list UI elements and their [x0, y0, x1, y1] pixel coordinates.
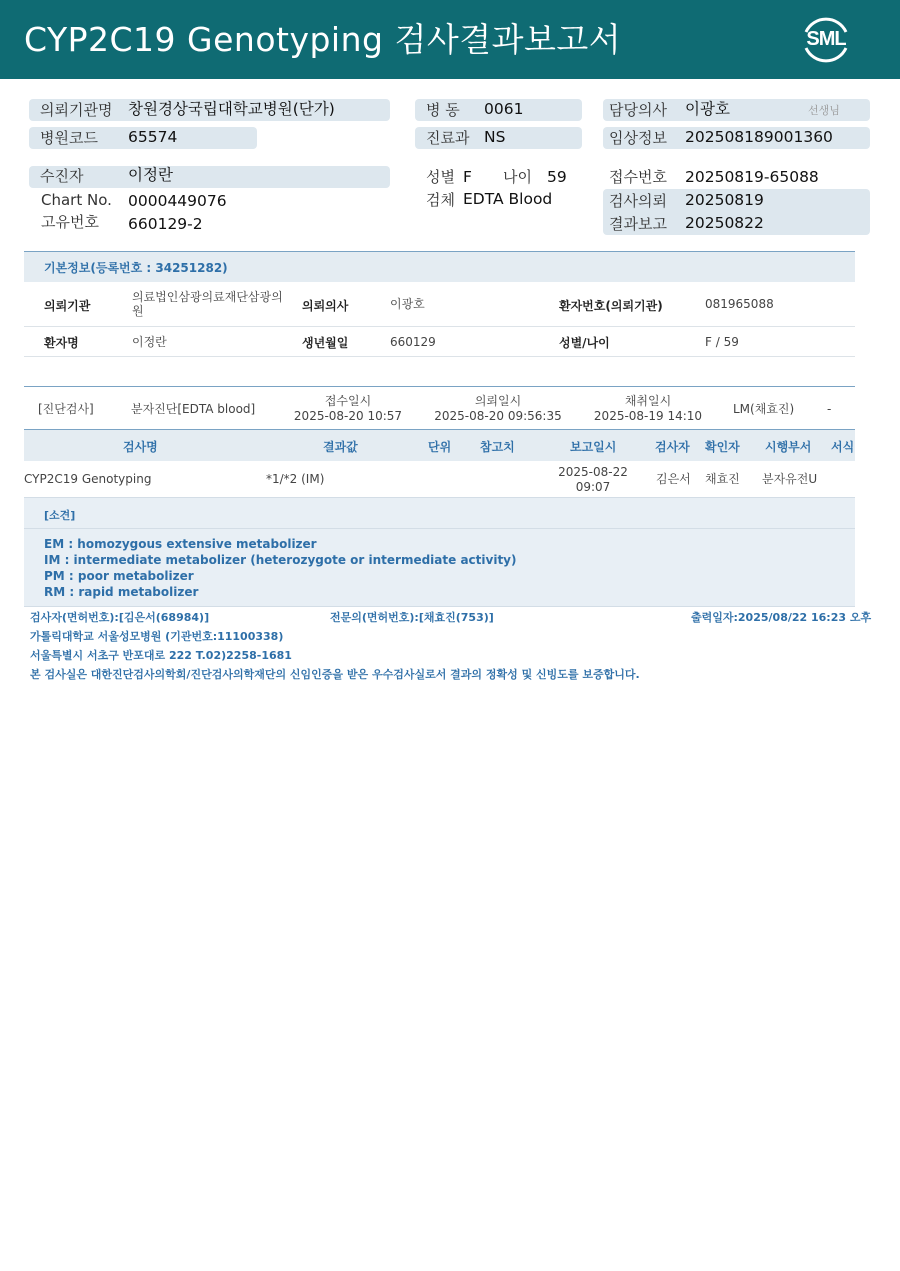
report-label: 결과보고: [609, 215, 667, 233]
doctor-label: 담당의사: [609, 101, 667, 119]
result-value: *1/*2 (IM): [266, 472, 325, 486]
sexage-label: 성별/나이: [559, 336, 610, 350]
col-header: 서식: [831, 440, 855, 454]
col-header: 단위: [428, 440, 452, 454]
unique-value: 660129-2: [128, 215, 203, 233]
collector: LM(채효진): [733, 402, 795, 416]
report-header: [0, 0, 900, 79]
report-date: 2025-08-22: [558, 465, 628, 479]
request-label: 검사의뢰: [609, 192, 667, 210]
opinion-line: PM : poor metabolizer: [44, 569, 194, 583]
test-name: CYP2C19 Genotyping: [24, 472, 152, 486]
report-value: 20250822: [685, 214, 764, 232]
specialist-license: 전문의(면허번호):[채효진(753)]: [330, 611, 494, 624]
name-value: 이정란: [132, 335, 167, 349]
ward-label: 병 동: [426, 101, 460, 119]
divider: [24, 326, 855, 327]
patient-label: 수진자: [40, 167, 84, 185]
receipt-title: 접수일시: [324, 394, 372, 408]
opinion-line: IM : intermediate metabolizer (heterozygote or intermediate activity): [44, 553, 517, 567]
report-time: 09:07: [575, 480, 611, 494]
collect-title: 채취일시: [624, 394, 672, 408]
divider: [24, 356, 855, 357]
sex-label: 성별: [426, 168, 455, 186]
inst-label: 의뢰기관: [44, 299, 91, 313]
pid-value: 081965088: [705, 297, 774, 311]
performing-dept: 분자유전U: [762, 472, 818, 486]
age-label: 나이: [503, 168, 532, 186]
hospital-code-label: 병원코드: [40, 129, 98, 147]
specimen-value: EDTA Blood: [463, 190, 553, 208]
opinion-line: EM : homozygous extensive metabolizer: [44, 537, 317, 551]
col-header: 결과값: [323, 440, 358, 454]
doctor-suffix: 선생님: [808, 104, 840, 117]
dept-value: NS: [484, 128, 506, 146]
dob-label: 생년월일: [302, 336, 349, 350]
age-value: 59: [547, 168, 567, 186]
col-header: 참고치: [480, 440, 515, 454]
patient-value: 이정란: [128, 166, 173, 184]
dob-value: 660129: [390, 335, 436, 349]
divider: [24, 528, 855, 529]
doctor-value: 이광호: [685, 100, 730, 118]
logo-text: SML: [806, 28, 846, 50]
request-value: 20250819: [685, 191, 764, 209]
clinical-label: 임상정보: [609, 129, 667, 147]
print-date: 출력일자:2025/08/22 16:23 오후: [691, 611, 872, 624]
test-dept: 분자진단[EDTA blood]: [131, 402, 256, 416]
receipt-label: 접수번호: [609, 168, 667, 186]
section-rule: [24, 386, 855, 387]
clinical-value: 202508189001360: [685, 128, 833, 146]
test-category: [진단검사]: [38, 402, 94, 416]
name-label: 환자명: [44, 336, 79, 350]
chart-label: Chart No.: [41, 191, 112, 209]
col-header: 시행부서: [765, 440, 812, 454]
institution-label: 의뢰기관명: [40, 101, 113, 119]
receipt-value: 20250819-65088: [685, 168, 819, 186]
sex-value: F: [463, 168, 472, 186]
col-header: 검사자: [655, 440, 690, 454]
receipt-time: 2025-08-20 10:57: [293, 409, 403, 423]
col-header: 확인자: [705, 440, 740, 454]
opinion-title: [소견]: [44, 509, 76, 522]
dash: -: [827, 402, 832, 416]
chart-value: 0000449076: [128, 192, 227, 210]
address: 서울특별시 서초구 반포대로 222 T.02)2258-1681: [30, 649, 292, 662]
request-title: 의뢰일시: [474, 394, 522, 408]
req-doc-value: 이광호: [390, 297, 425, 311]
institution-value: 창원경상국립대학교병원(단가): [128, 100, 335, 118]
pid-label: 환자번호(의뢰기관): [559, 299, 663, 313]
sexage-value: F / 59: [705, 335, 739, 349]
certification-note: 본 검사실은 대한진단검사의학회/진단검사의학재단의 신임인증을 받은 우수검사실로서 결과의 정확성 및 신빙도를 보증합니다.: [30, 668, 640, 681]
tester-license: 검사자(면허번호):[김은서(68984)]: [30, 611, 210, 624]
report-title: CYP2C19 Genotyping 검사결과보고서: [24, 20, 622, 59]
col-header: 검사명: [123, 440, 158, 454]
tester: 김은서: [656, 472, 691, 486]
specimen-label: 검체: [426, 191, 455, 209]
inst-value: 의료법인삼광의료재단삼광의원: [132, 290, 283, 318]
dept-label: 진료과: [426, 129, 470, 147]
col-header: 보고일시: [570, 440, 617, 454]
sml-logo: [800, 14, 852, 66]
unique-label: 고유번호: [41, 213, 99, 231]
checker: 채효진: [705, 472, 740, 486]
ward-value: 0061: [484, 100, 524, 118]
opinion-line: RM : rapid metabolizer: [44, 585, 199, 599]
hospital-info: 가톨릭대학교 서울성모병원 (기관번호:11100338): [30, 630, 284, 643]
collect-time: 2025-08-19 14:10: [593, 409, 703, 423]
req-doc-label: 의뢰의사: [302, 299, 349, 313]
basic-info-title: 기본정보(등록번호 : 34251282): [44, 261, 228, 275]
request-time: 2025-08-20 09:56:35: [434, 409, 562, 423]
hospital-code-value: 65574: [128, 128, 178, 146]
